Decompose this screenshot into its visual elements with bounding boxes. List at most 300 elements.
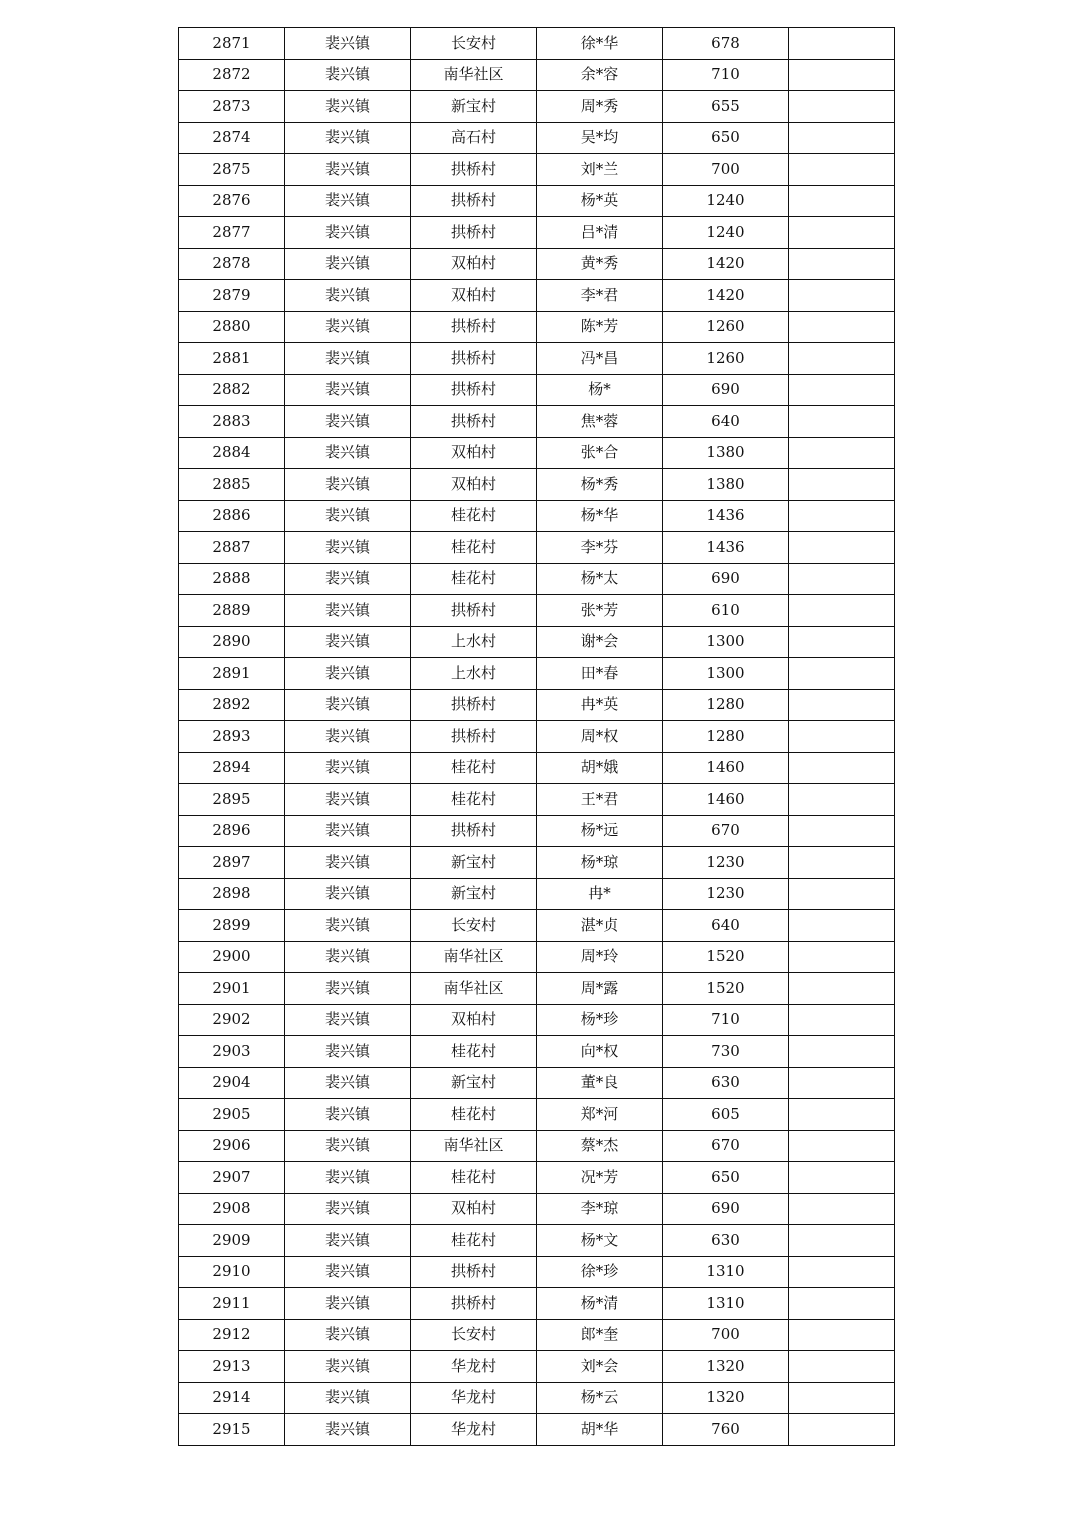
cell-amount: 700 <box>663 154 789 186</box>
table-row <box>179 1351 895 1383</box>
cell-note <box>789 217 895 249</box>
cell-town: 裴兴镇 <box>285 185 411 217</box>
cell-amount: 1320 <box>663 1351 789 1383</box>
cell-serial-number: 2907 <box>179 1162 285 1194</box>
cell-name: 吴*均 <box>537 122 663 154</box>
cell-note <box>789 721 895 753</box>
cell-name: 田*春 <box>537 658 663 690</box>
cell-serial-number: 2889 <box>179 595 285 627</box>
cell-amount: 630 <box>663 1067 789 1099</box>
cell-name: 杨* <box>537 374 663 406</box>
cell-name: 湛*贞 <box>537 910 663 942</box>
cell-amount: 1280 <box>663 689 789 721</box>
cell-serial-number: 2881 <box>179 343 285 375</box>
table-row <box>179 815 895 847</box>
cell-amount: 1520 <box>663 941 789 973</box>
cell-amount: 610 <box>663 595 789 627</box>
cell-amount: 1240 <box>663 217 789 249</box>
cell-name: 徐*华 <box>537 28 663 60</box>
table-row <box>179 154 895 186</box>
cell-town: 裴兴镇 <box>285 1067 411 1099</box>
cell-serial-number: 2896 <box>179 815 285 847</box>
table-row <box>179 59 895 91</box>
table-row <box>179 847 895 879</box>
cell-name: 杨*云 <box>537 1382 663 1414</box>
cell-town: 裴兴镇 <box>285 1256 411 1288</box>
table-row <box>179 91 895 123</box>
cell-name: 焦*蓉 <box>537 406 663 438</box>
cell-serial-number: 2887 <box>179 532 285 564</box>
cell-serial-number: 2906 <box>179 1130 285 1162</box>
table-row <box>179 122 895 154</box>
cell-serial-number: 2874 <box>179 122 285 154</box>
cell-note <box>789 1288 895 1320</box>
cell-town: 裴兴镇 <box>285 1319 411 1351</box>
cell-serial-number: 2882 <box>179 374 285 406</box>
cell-name: 周*露 <box>537 973 663 1005</box>
table-row <box>179 784 895 816</box>
cell-note <box>789 374 895 406</box>
cell-amount: 1260 <box>663 311 789 343</box>
table-row <box>179 910 895 942</box>
cell-serial-number: 2904 <box>179 1067 285 1099</box>
table-row <box>179 1193 895 1225</box>
cell-name: 刘*兰 <box>537 154 663 186</box>
cell-amount: 1380 <box>663 437 789 469</box>
cell-serial-number: 2879 <box>179 280 285 312</box>
cell-town: 裴兴镇 <box>285 595 411 627</box>
table-row <box>179 1004 895 1036</box>
cell-serial-number: 2872 <box>179 59 285 91</box>
cell-village: 华龙村 <box>411 1382 537 1414</box>
cell-village: 拱桥村 <box>411 374 537 406</box>
cell-village: 桂花村 <box>411 1099 537 1131</box>
cell-amount: 1230 <box>663 878 789 910</box>
table-row <box>179 217 895 249</box>
cell-name: 李*君 <box>537 280 663 312</box>
cell-amount: 1320 <box>663 1382 789 1414</box>
cell-name: 周*权 <box>537 721 663 753</box>
cell-village: 拱桥村 <box>411 1256 537 1288</box>
cell-name: 郎*奎 <box>537 1319 663 1351</box>
cell-serial-number: 2877 <box>179 217 285 249</box>
table-row <box>179 595 895 627</box>
cell-amount: 1310 <box>663 1256 789 1288</box>
cell-village: 拱桥村 <box>411 595 537 627</box>
cell-name: 杨*华 <box>537 500 663 532</box>
cell-town: 裴兴镇 <box>285 437 411 469</box>
cell-amount: 678 <box>663 28 789 60</box>
table-row <box>179 878 895 910</box>
cell-village: 桂花村 <box>411 532 537 564</box>
table-row <box>179 185 895 217</box>
cell-name: 向*权 <box>537 1036 663 1068</box>
cell-amount: 1280 <box>663 721 789 753</box>
cell-town: 裴兴镇 <box>285 1414 411 1446</box>
cell-village: 上水村 <box>411 658 537 690</box>
cell-town: 裴兴镇 <box>285 1288 411 1320</box>
table-row <box>179 1288 895 1320</box>
cell-town: 裴兴镇 <box>285 311 411 343</box>
cell-town: 裴兴镇 <box>285 91 411 123</box>
cell-note <box>789 595 895 627</box>
cell-town: 裴兴镇 <box>285 752 411 784</box>
cell-serial-number: 2890 <box>179 626 285 658</box>
cell-name: 徐*珍 <box>537 1256 663 1288</box>
table-row <box>179 500 895 532</box>
cell-town: 裴兴镇 <box>285 59 411 91</box>
cell-serial-number: 2876 <box>179 185 285 217</box>
cell-name: 周*秀 <box>537 91 663 123</box>
cell-name: 杨*清 <box>537 1288 663 1320</box>
cell-note <box>789 1351 895 1383</box>
cell-village: 南华社区 <box>411 941 537 973</box>
cell-amount: 1520 <box>663 973 789 1005</box>
cell-amount: 1380 <box>663 469 789 501</box>
cell-note <box>789 343 895 375</box>
cell-note <box>789 406 895 438</box>
cell-village: 拱桥村 <box>411 689 537 721</box>
cell-note <box>789 1256 895 1288</box>
cell-serial-number: 2883 <box>179 406 285 438</box>
cell-name: 刘*会 <box>537 1351 663 1383</box>
cell-note <box>789 941 895 973</box>
cell-serial-number: 2905 <box>179 1099 285 1131</box>
cell-note <box>789 28 895 60</box>
cell-village: 上水村 <box>411 626 537 658</box>
cell-note <box>789 500 895 532</box>
table-row <box>179 1130 895 1162</box>
cell-amount: 650 <box>663 1162 789 1194</box>
table-row <box>179 973 895 1005</box>
cell-serial-number: 2895 <box>179 784 285 816</box>
cell-note <box>789 689 895 721</box>
cell-name: 黄*秀 <box>537 248 663 280</box>
cell-serial-number: 2884 <box>179 437 285 469</box>
cell-serial-number: 2878 <box>179 248 285 280</box>
table-row <box>179 469 895 501</box>
cell-note <box>789 280 895 312</box>
cell-name: 况*芳 <box>537 1162 663 1194</box>
cell-serial-number: 2886 <box>179 500 285 532</box>
cell-town: 裴兴镇 <box>285 280 411 312</box>
cell-village: 新宝村 <box>411 1067 537 1099</box>
cell-note <box>789 563 895 595</box>
cell-name: 吕*清 <box>537 217 663 249</box>
cell-note <box>789 626 895 658</box>
table-row <box>179 1414 895 1446</box>
table-row <box>179 28 895 60</box>
cell-name: 董*良 <box>537 1067 663 1099</box>
cell-town: 裴兴镇 <box>285 563 411 595</box>
cell-note <box>789 1004 895 1036</box>
cell-village: 双柏村 <box>411 1193 537 1225</box>
cell-town: 裴兴镇 <box>285 406 411 438</box>
cell-village: 双柏村 <box>411 469 537 501</box>
cell-amount: 655 <box>663 91 789 123</box>
cell-town: 裴兴镇 <box>285 1130 411 1162</box>
cell-town: 裴兴镇 <box>285 941 411 973</box>
cell-note <box>789 973 895 1005</box>
cell-town: 裴兴镇 <box>285 1351 411 1383</box>
cell-serial-number: 2880 <box>179 311 285 343</box>
cell-village: 拱桥村 <box>411 311 537 343</box>
cell-name: 周*玲 <box>537 941 663 973</box>
cell-note <box>789 658 895 690</box>
cell-name: 冯*昌 <box>537 343 663 375</box>
cell-amount: 1436 <box>663 500 789 532</box>
cell-village: 南华社区 <box>411 1130 537 1162</box>
cell-serial-number: 2899 <box>179 910 285 942</box>
cell-village: 华龙村 <box>411 1351 537 1383</box>
cell-note <box>789 248 895 280</box>
cell-village: 拱桥村 <box>411 343 537 375</box>
cell-name: 蔡*杰 <box>537 1130 663 1162</box>
cell-serial-number: 2892 <box>179 689 285 721</box>
cell-village: 双柏村 <box>411 280 537 312</box>
cell-serial-number: 2903 <box>179 1036 285 1068</box>
cell-village: 新宝村 <box>411 91 537 123</box>
cell-amount: 1460 <box>663 784 789 816</box>
cell-serial-number: 2915 <box>179 1414 285 1446</box>
cell-name: 李*芬 <box>537 532 663 564</box>
cell-village: 长安村 <box>411 910 537 942</box>
cell-note <box>789 1225 895 1257</box>
cell-amount: 605 <box>663 1099 789 1131</box>
cell-town: 裴兴镇 <box>285 815 411 847</box>
cell-town: 裴兴镇 <box>285 154 411 186</box>
cell-village: 桂花村 <box>411 1036 537 1068</box>
cell-note <box>789 91 895 123</box>
table-row <box>179 437 895 469</box>
cell-town: 裴兴镇 <box>285 122 411 154</box>
records-table <box>178 27 895 1446</box>
cell-name: 杨*珍 <box>537 1004 663 1036</box>
cell-village: 拱桥村 <box>411 217 537 249</box>
cell-note <box>789 815 895 847</box>
cell-town: 裴兴镇 <box>285 500 411 532</box>
cell-amount: 640 <box>663 406 789 438</box>
cell-name: 杨*远 <box>537 815 663 847</box>
cell-serial-number: 2912 <box>179 1319 285 1351</box>
cell-note <box>789 910 895 942</box>
cell-village: 新宝村 <box>411 878 537 910</box>
cell-village: 拱桥村 <box>411 815 537 847</box>
cell-serial-number: 2871 <box>179 28 285 60</box>
cell-name: 张*合 <box>537 437 663 469</box>
cell-name: 杨*太 <box>537 563 663 595</box>
cell-amount: 1240 <box>663 185 789 217</box>
cell-village: 桂花村 <box>411 1225 537 1257</box>
cell-town: 裴兴镇 <box>285 1099 411 1131</box>
cell-name: 杨*琼 <box>537 847 663 879</box>
table-row <box>179 1099 895 1131</box>
table-row <box>179 1036 895 1068</box>
cell-town: 裴兴镇 <box>285 1382 411 1414</box>
cell-town: 裴兴镇 <box>285 532 411 564</box>
cell-town: 裴兴镇 <box>285 689 411 721</box>
cell-serial-number: 2911 <box>179 1288 285 1320</box>
cell-serial-number: 2900 <box>179 941 285 973</box>
table-row <box>179 1382 895 1414</box>
table-row <box>179 658 895 690</box>
cell-village: 双柏村 <box>411 1004 537 1036</box>
cell-amount: 640 <box>663 910 789 942</box>
cell-name: 李*琼 <box>537 1193 663 1225</box>
table-row <box>179 1225 895 1257</box>
cell-town: 裴兴镇 <box>285 248 411 280</box>
cell-town: 裴兴镇 <box>285 721 411 753</box>
cell-serial-number: 2891 <box>179 658 285 690</box>
cell-serial-number: 2901 <box>179 973 285 1005</box>
cell-serial-number: 2894 <box>179 752 285 784</box>
cell-serial-number: 2909 <box>179 1225 285 1257</box>
cell-note <box>789 1414 895 1446</box>
cell-note <box>789 59 895 91</box>
table-row <box>179 752 895 784</box>
cell-note <box>789 437 895 469</box>
cell-note <box>789 532 895 564</box>
cell-town: 裴兴镇 <box>285 343 411 375</box>
cell-name: 冉*英 <box>537 689 663 721</box>
table-row <box>179 248 895 280</box>
cell-village: 长安村 <box>411 28 537 60</box>
cell-amount: 1300 <box>663 626 789 658</box>
cell-note <box>789 185 895 217</box>
cell-amount: 710 <box>663 1004 789 1036</box>
cell-amount: 690 <box>663 374 789 406</box>
cell-name: 杨*文 <box>537 1225 663 1257</box>
cell-serial-number: 2914 <box>179 1382 285 1414</box>
table-row <box>179 941 895 973</box>
cell-name: 杨*秀 <box>537 469 663 501</box>
cell-name: 冉* <box>537 878 663 910</box>
cell-note <box>789 878 895 910</box>
cell-note <box>789 752 895 784</box>
cell-note <box>789 1319 895 1351</box>
table-row <box>179 532 895 564</box>
cell-amount: 710 <box>663 59 789 91</box>
cell-village: 长安村 <box>411 1319 537 1351</box>
cell-town: 裴兴镇 <box>285 847 411 879</box>
cell-town: 裴兴镇 <box>285 784 411 816</box>
cell-amount: 730 <box>663 1036 789 1068</box>
cell-serial-number: 2893 <box>179 721 285 753</box>
cell-serial-number: 2910 <box>179 1256 285 1288</box>
cell-amount: 1460 <box>663 752 789 784</box>
cell-note <box>789 1162 895 1194</box>
cell-amount: 1436 <box>663 532 789 564</box>
cell-serial-number: 2908 <box>179 1193 285 1225</box>
table-row <box>179 1162 895 1194</box>
cell-note <box>789 1036 895 1068</box>
cell-village: 拱桥村 <box>411 185 537 217</box>
cell-name: 胡*娥 <box>537 752 663 784</box>
cell-town: 裴兴镇 <box>285 910 411 942</box>
cell-village: 南华社区 <box>411 59 537 91</box>
cell-village: 双柏村 <box>411 248 537 280</box>
cell-village: 南华社区 <box>411 973 537 1005</box>
cell-amount: 690 <box>663 563 789 595</box>
cell-amount: 1420 <box>663 248 789 280</box>
cell-amount: 760 <box>663 1414 789 1446</box>
cell-town: 裴兴镇 <box>285 1004 411 1036</box>
cell-amount: 1420 <box>663 280 789 312</box>
table-row <box>179 1319 895 1351</box>
cell-town: 裴兴镇 <box>285 28 411 60</box>
cell-name: 杨*英 <box>537 185 663 217</box>
table-row <box>179 721 895 753</box>
cell-name: 余*容 <box>537 59 663 91</box>
cell-village: 桂花村 <box>411 563 537 595</box>
cell-village: 桂花村 <box>411 784 537 816</box>
table-row <box>179 406 895 438</box>
cell-amount: 630 <box>663 1225 789 1257</box>
cell-village: 拱桥村 <box>411 154 537 186</box>
table-row <box>179 343 895 375</box>
cell-village: 新宝村 <box>411 847 537 879</box>
cell-name: 陈*芳 <box>537 311 663 343</box>
cell-amount: 700 <box>663 1319 789 1351</box>
cell-village: 桂花村 <box>411 752 537 784</box>
cell-town: 裴兴镇 <box>285 1162 411 1194</box>
cell-serial-number: 2875 <box>179 154 285 186</box>
cell-town: 裴兴镇 <box>285 658 411 690</box>
cell-note <box>789 1067 895 1099</box>
cell-note <box>789 1382 895 1414</box>
cell-note <box>789 311 895 343</box>
cell-amount: 1310 <box>663 1288 789 1320</box>
cell-town: 裴兴镇 <box>285 469 411 501</box>
cell-serial-number: 2897 <box>179 847 285 879</box>
records-table-body <box>179 28 895 1446</box>
cell-amount: 670 <box>663 815 789 847</box>
cell-town: 裴兴镇 <box>285 1193 411 1225</box>
cell-village: 桂花村 <box>411 1162 537 1194</box>
table-row <box>179 1067 895 1099</box>
cell-note <box>789 1099 895 1131</box>
cell-town: 裴兴镇 <box>285 973 411 1005</box>
table-row <box>179 563 895 595</box>
cell-town: 裴兴镇 <box>285 626 411 658</box>
cell-name: 谢*会 <box>537 626 663 658</box>
cell-amount: 650 <box>663 122 789 154</box>
cell-note <box>789 784 895 816</box>
cell-amount: 1260 <box>663 343 789 375</box>
cell-town: 裴兴镇 <box>285 374 411 406</box>
cell-town: 裴兴镇 <box>285 217 411 249</box>
cell-name: 王*君 <box>537 784 663 816</box>
cell-serial-number: 2888 <box>179 563 285 595</box>
cell-amount: 670 <box>663 1130 789 1162</box>
cell-note <box>789 122 895 154</box>
cell-village: 拱桥村 <box>411 406 537 438</box>
cell-serial-number: 2902 <box>179 1004 285 1036</box>
cell-serial-number: 2913 <box>179 1351 285 1383</box>
cell-amount: 690 <box>663 1193 789 1225</box>
cell-amount: 1300 <box>663 658 789 690</box>
table-row <box>179 1256 895 1288</box>
cell-serial-number: 2898 <box>179 878 285 910</box>
cell-note <box>789 154 895 186</box>
cell-note <box>789 847 895 879</box>
cell-village: 桂花村 <box>411 500 537 532</box>
cell-town: 裴兴镇 <box>285 878 411 910</box>
cell-name: 胡*华 <box>537 1414 663 1446</box>
cell-serial-number: 2873 <box>179 91 285 123</box>
cell-note <box>789 469 895 501</box>
cell-town: 裴兴镇 <box>285 1225 411 1257</box>
